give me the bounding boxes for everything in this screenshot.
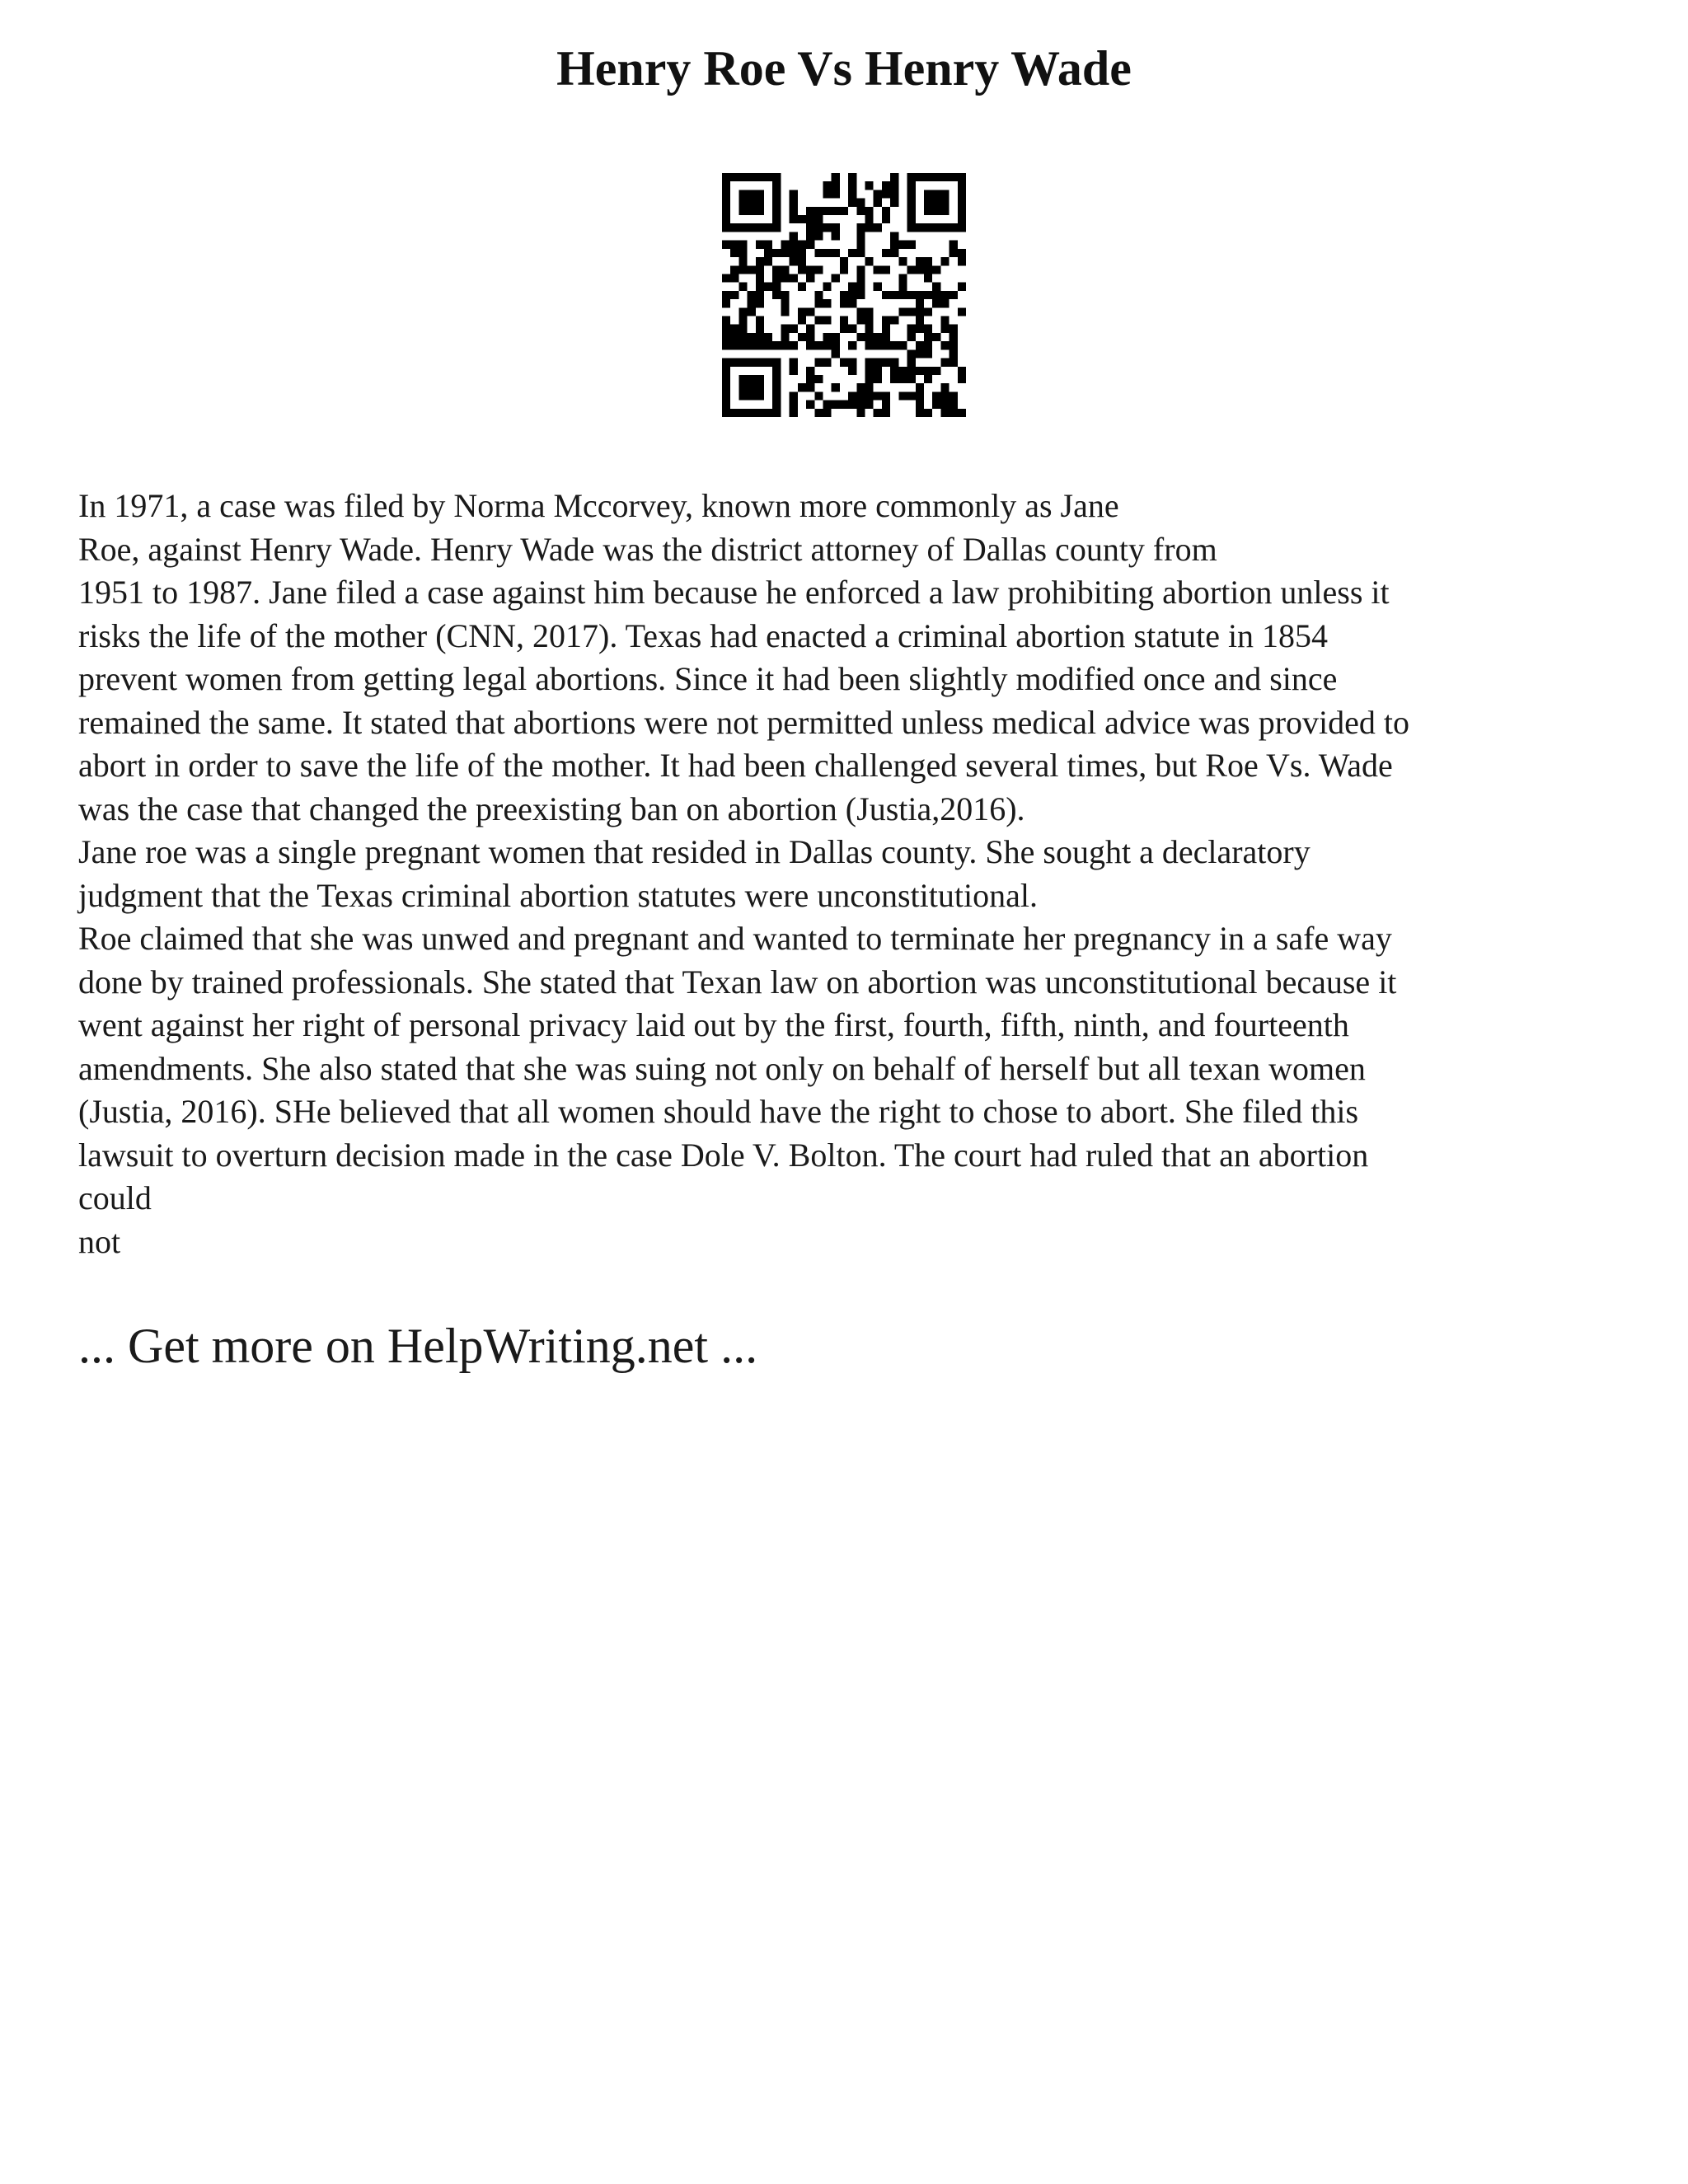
body-line: risks the life of the mother (CNN, 2017). Texas had enacted a criminal abortion statute in 1854 [78, 616, 1329, 654]
body-line: could [78, 1179, 152, 1216]
body-line: judgment that the Texas criminal abortion statutes were unconstitutional. [78, 876, 1038, 914]
body-line: abort in order to save the life of the mother. It had been challenged several times, but Roe Vs. Wade [78, 747, 1393, 784]
body-line: Jane roe was a single pregnant women that resided in Dallas county. She sought a declaratory [78, 833, 1311, 870]
body-line: went against her right of personal privacy laid out by the first, fourth, fifth, ninth, and fourteenth [78, 1006, 1349, 1043]
body-line: Roe, against Henry Wade. Henry Wade was the district attorney of Dallas county from [78, 530, 1217, 568]
body-line: (Justia, 2016). SHe believed that all women should have the right to chose to abort. She filed this [78, 1093, 1359, 1130]
body-line: Roe claimed that she was unwed and pregnant and wanted to terminate her pregnancy in a safe way [78, 920, 1392, 957]
body-line: amendments. She also stated that she was suing not only on behalf of herself but all texan women [78, 1049, 1366, 1087]
body-line: done by trained professionals. She stated that Texan law on abortion was unconstitutional because it [78, 963, 1397, 1001]
body-line: not [78, 1222, 121, 1260]
body-line: was the case that changed the preexisting ban on abortion (Justia,2016). [78, 790, 1025, 827]
body-line: In 1971, a case was filed by Norma Mccorvey, known more commonly as Jane [78, 487, 1119, 524]
body-line: 1951 to 1987. Jane filed a case against him because he enforced a law prohibiting abortion unless it [78, 574, 1390, 611]
article-body [78, 485, 1628, 1263]
qr-code-icon [722, 173, 966, 417]
body-line: lawsuit to overturn decision made in the case Dole V. Bolton. The court had ruled that an abortion [78, 1136, 1369, 1174]
page-title: Henry Roe Vs Henry Wade [556, 41, 1132, 96]
get-more-link[interactable]: ... Get more on HelpWriting.net ... [78, 1319, 758, 1373]
body-line: prevent women from getting legal abortions. Since it had been slightly modified once and since [78, 660, 1338, 697]
body-line: remained the same. It stated that abortions were not permitted unless medical advice was provided to [78, 703, 1410, 741]
